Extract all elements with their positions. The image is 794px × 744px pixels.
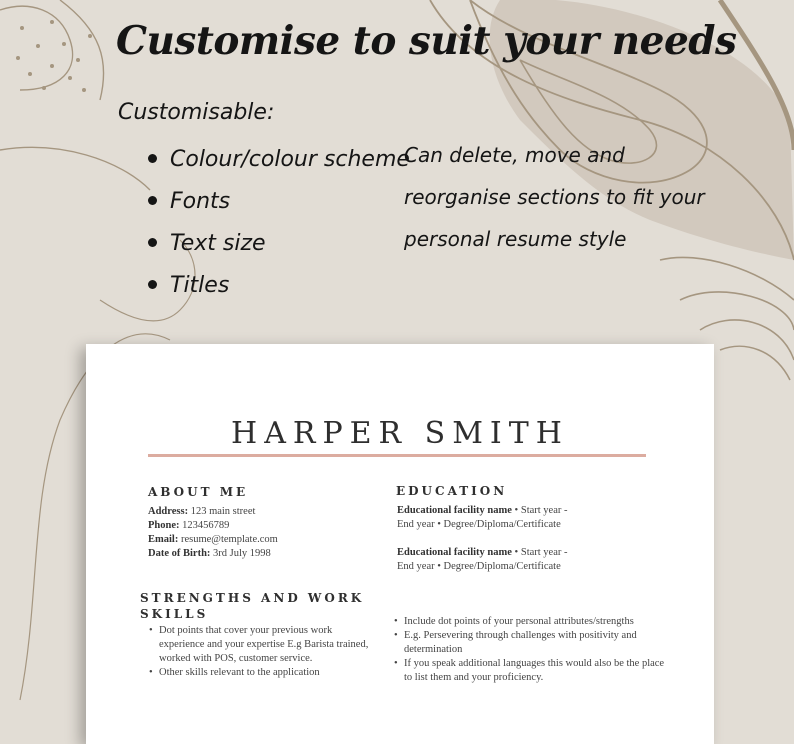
- education-entry: Educational facility name • Start year - End year • Degree/Diploma/Certificate: [397, 505, 568, 530]
- feature-item: Titles: [148, 266, 410, 308]
- address-row: Address: 123 main street: [148, 506, 256, 517]
- resume-preview: [86, 344, 714, 744]
- feature-list: [148, 140, 410, 308]
- bullet-icon: [148, 280, 157, 289]
- bullet-icon: [148, 238, 157, 247]
- list-item: • Dot points that cover your previous work experience and your expertise E.g Barista trained, worked with POS, customer service.: [146, 624, 378, 666]
- list-item: • Other skills relevant to the application: [146, 666, 378, 680]
- dob-row: Date of Birth: 3rd July 1998: [148, 548, 271, 559]
- feature-item: Fonts: [148, 182, 410, 224]
- feature-item: Colour/colour scheme: [148, 140, 410, 182]
- about-details: [148, 505, 278, 561]
- email-row: Email: resume@template.com: [148, 534, 278, 545]
- customisable-label: Customisable:: [118, 100, 275, 125]
- education-title: EDUCATION: [396, 484, 508, 498]
- list-item: • Include dot points of your personal attributes/strengths: [391, 615, 669, 629]
- skills-list-left: [146, 624, 378, 680]
- name-divider: [148, 454, 646, 457]
- phone-row: Phone: 123456789: [148, 520, 230, 531]
- list-item: • If you speak additional languages this would also be the place to list them and your proficiency.: [391, 657, 669, 685]
- skills-title: STRENGTHS AND WORK SKILLS: [140, 591, 365, 621]
- skills-list-right: [391, 615, 669, 685]
- education-entry: Educational facility name • Start year - End year • Degree/Diploma/Certificate: [397, 547, 568, 572]
- promo-headline: Customise to suit your needs: [116, 18, 737, 64]
- feature-item: Text size: [148, 224, 410, 266]
- customisation-note: Can delete, move and reorganise sections to fit your personal resume style: [404, 143, 705, 251]
- bullet-icon: [148, 196, 157, 205]
- bullet-icon: [148, 154, 157, 163]
- list-item: • E.g. Persevering through challenges with positivity and determination: [391, 629, 669, 657]
- resume-name: HARPER SMITH: [231, 416, 569, 451]
- about-title: ABOUT ME: [148, 485, 249, 499]
